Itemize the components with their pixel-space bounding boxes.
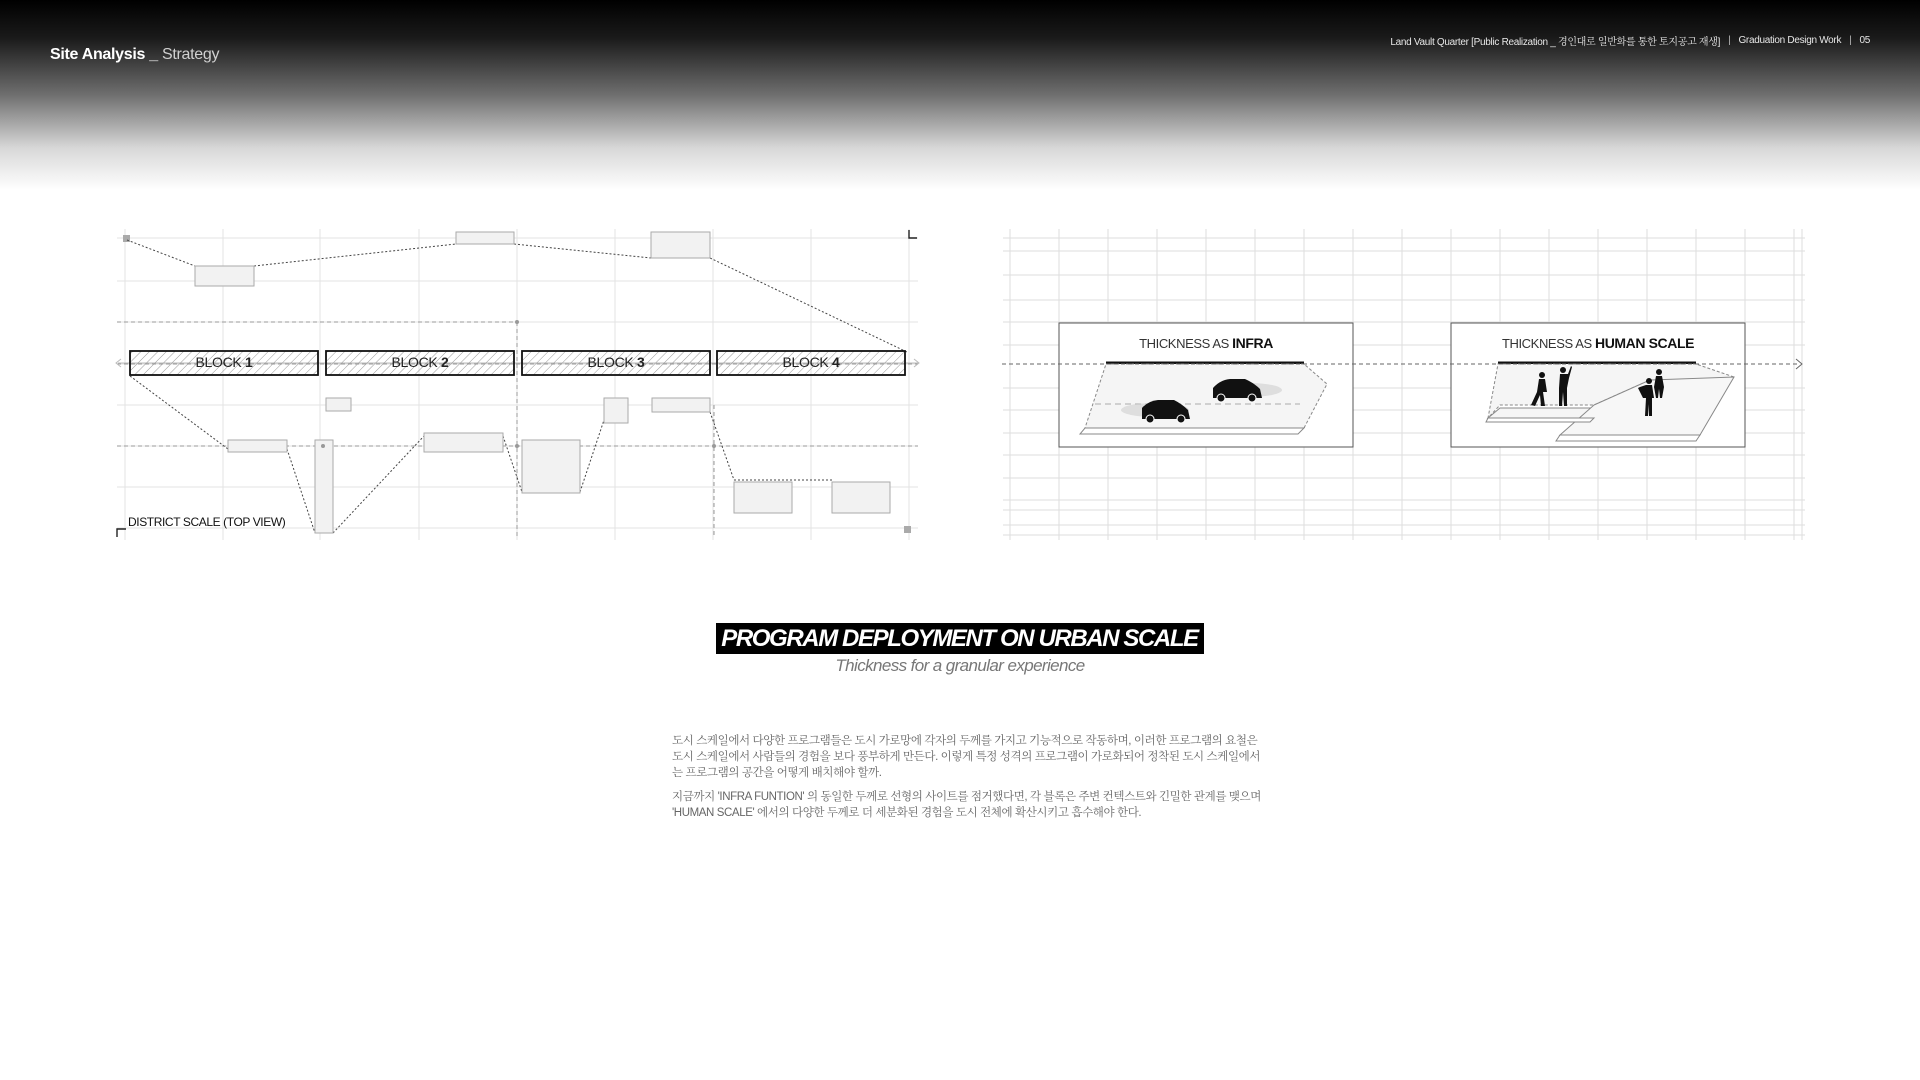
thickness-prefix: THICKNESS AS <box>1501 336 1592 351</box>
section-title-main: Site Analysis _ <box>50 46 158 63</box>
block-number: 3 <box>637 354 645 370</box>
human-scale-label <box>1451 335 1745 351</box>
block-number: 1 <box>245 354 253 370</box>
headline-wrap <box>0 623 1920 654</box>
thickness-emphasis: HUMAN SCALE <box>1595 335 1695 351</box>
corner-node <box>904 526 911 533</box>
block-prefix: BLOCK <box>587 354 634 370</box>
infra-label <box>1059 335 1353 351</box>
section-title-sub: Strategy <box>162 46 220 63</box>
program-subheadline: Thickness for a granular experience <box>835 656 1085 675</box>
work-label: Graduation Design Work <box>1738 35 1842 46</box>
thickness-emphasis: INFRA <box>1232 335 1273 351</box>
block-4-label <box>717 354 905 370</box>
top-volumes <box>195 232 710 286</box>
block-number: 2 <box>441 354 449 370</box>
thickness-prefix: THICKNESS AS <box>1139 336 1229 351</box>
profile-nodes <box>321 320 716 448</box>
block-number: 4 <box>832 354 840 370</box>
program-headline: PROGRAM DEPLOYMENT ON URBAN SCALE <box>716 623 1203 654</box>
body-paragraph-1: 도시 스케일에서 다양한 프로그램들은 도시 가로망에 각자의 두께를 가지고 기능적으로 작동하며, 이러한 프로그램의 요철은 도시 스케일에서 사람들의 경험을 보다 풍부하게 만든다. 이렇게 특정 성격의 프로그램이 가로화되어 정착된 도시 스케일에서는 프로그램의 공간을 어떻게 배치해야 할까. <box>672 735 1261 779</box>
block-2-label <box>326 354 514 370</box>
meta-separator: | <box>1728 35 1731 46</box>
corner-node <box>123 235 130 242</box>
project-title: Land Vault Quarter [Public Realization _ 경인대로 일반화를 통한 토지공고 재생] <box>1390 37 1721 48</box>
page-number: 05 <box>1859 35 1870 46</box>
program-body <box>672 733 1262 829</box>
block-prefix: BLOCK <box>391 354 438 370</box>
block-3-label <box>522 354 710 370</box>
block-prefix: BLOCK <box>195 354 242 370</box>
bottom-volumes <box>228 398 890 533</box>
block-prefix: BLOCK <box>782 354 829 370</box>
block-1-label <box>130 354 318 370</box>
meta-separator: | <box>1849 35 1852 46</box>
district-scale-label: DISTRICT SCALE (TOP VIEW) <box>128 515 286 529</box>
body-paragraph-2: 지금까지 'INFRA FUNTION' 의 동일한 두께로 선형의 사이트를 점거했다면, 각 블록은 주변 컨텍스트와 긴밀한 관계를 맺으며 'HUMAN SCALE' 에서의 다양한 두께로 더 세분화된 경험을 도시 전체에 확산시키고 흡수해야 한다. <box>672 791 1261 819</box>
bottom-profile <box>130 376 832 533</box>
